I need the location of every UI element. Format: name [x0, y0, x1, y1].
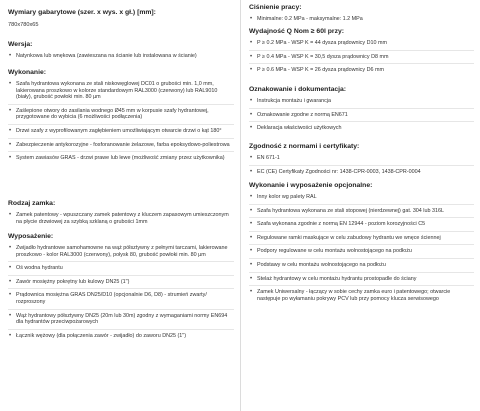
options-heading: Wykonanie i wyposażenie opcjonalne:	[249, 182, 373, 189]
docs-section	[249, 86, 474, 138]
options-list	[249, 194, 474, 305]
list-item: • EN 671-1	[249, 155, 474, 166]
list-item: • Podpory regulowane w celu montażu wolnostojącego na podłożu	[249, 248, 474, 259]
column-divider	[240, 0, 241, 411]
design-section	[8, 69, 234, 168]
equipment-section	[8, 233, 234, 345]
list-item: • Natynkowa lub wnękowa (zawieszana na ścianie lub instalowana w ścianie)	[8, 53, 234, 63]
list-item: • Oznakowanie zgodne z normą EN671	[249, 112, 474, 123]
norms-list	[249, 155, 474, 178]
list-item: • Zamek patentowy - wpuszczany zamek patentowy z kluczem zapasowym umieszczonym na płycie drzwiowej za szybką szklaną o grubości 1mm	[8, 212, 234, 228]
version-list	[8, 53, 234, 63]
efficiency-list	[249, 40, 474, 77]
list-item: • EC (CE) Certyfikaty Zgodności nr: 1438-CPR-0003, 1438-CPR-0004	[249, 169, 474, 179]
version-heading: Wersja:	[8, 41, 33, 48]
list-item: • Inny kolor wg palety RAL	[249, 194, 474, 205]
version-section	[8, 41, 234, 66]
list-item: • Minimalne: 0.2 MPa - maksymalne: 1.2 MPa	[249, 16, 474, 26]
list-item: • System zawiasów GRAS - drzwi prawe lub lewe (możliwość zmiany przez użytkownika)	[8, 155, 234, 165]
dimensions-heading: Wymiary gabarytowe (szer. x wys. x gł.) [mm]:	[8, 9, 156, 16]
list-item: • Szafa hydrantowa wykonana ze stali stopowej (nierdzewnej) gat. 304 lub 316L	[249, 208, 474, 219]
list-item: • Instrukcja montażu i gwarancja	[249, 98, 474, 109]
list-item: • Oś wodna hydrantu	[8, 265, 234, 276]
list-item: • Stelaż hydrantowy w celu montażu hydrantu prostopadle do ściany	[249, 276, 474, 287]
list-item: • Podstawy w celu montażu wolnostojącego na podłożu	[249, 262, 474, 273]
efficiency-section	[249, 28, 474, 80]
list-item: • Szafa wykonana zgodnie z normą EN 12944 - poziom korozyjności C5	[249, 221, 474, 232]
equipment-heading: Wyposażenie:	[8, 233, 54, 240]
list-item: • Zaślepione otwory do zasilania wodnego Ø45 mm w korpusie szafy hydrantowej, przygotowane do wybicia (6 możliwości podłączenia)	[8, 108, 234, 125]
pressure-heading: Ciśnienie pracy:	[249, 4, 302, 11]
list-item: • Zamek Uniwersalny - łączący w sobie cechy zamka euro i patentowego; otwarcie następuje po wyłamaniu pokrywy PCV lub przy pomocy klucza serwisowego	[249, 289, 474, 305]
list-item: • Szafa hydrantowa wykonana ze stali niskowęglowej DC01 o grubości min. 1,0 mm, lakierowana proszkowo w kolorze standardowym RAL3000 (czerwony) lub RAL9010 (biały), grubość powłoki min. 80 µm	[8, 81, 234, 105]
list-item: • Zabezpieczenie antykorozyjne - fosforanowanie żelazowe, farba epoksydowo-poliestrowa	[8, 142, 234, 153]
equipment-list	[8, 245, 234, 342]
dimensions-value: 780x780x65	[8, 22, 39, 28]
pressure-list	[249, 16, 474, 26]
options-section	[249, 182, 474, 308]
efficiency-heading: Wydajność Q Nom ≥ 60l przy:	[249, 28, 345, 35]
list-item: • Regulowane ramki maskujące w celu zabudowy hydrantu we wnęce ściennej	[249, 235, 474, 246]
list-item: • Zwijadło hydrantowe samohamowne na wąż półsztywny z pełnymi tarczami, lakierowane proszkowo - kolor RAL3000 (czerwony), połysk 80, grubość powłoki min. 80 µm	[8, 245, 234, 262]
docs-heading: Oznakowanie i dokumentacja:	[249, 86, 347, 93]
list-item: • Łącznik wężowy (dla połączenia zawór - zwijadło) do zaworu DN25 (1")	[8, 333, 234, 343]
list-item: • Wąż hydrantowy półsztywny DN25 (20m lub 30m) zgodny z wymaganiami normy EN694 dla hydrantów przeciwpożarowych	[8, 313, 234, 330]
dimensions-section	[8, 9, 234, 29]
list-item: • Drzwi szafy z wyprofilowanym zagłębieniem umożliwiającym otwarcie drzwi o kąt 180°	[8, 128, 234, 139]
list-item: • Prądownica mosiężna GRAS DN25/D10 (opcjonalnie D6, D8) - strumień zwarty/ rozproszony	[8, 292, 234, 309]
list-item: • P ≥ 0.2 MPa - WSP K = 44 dysza prądownicy D10 mm	[249, 40, 474, 51]
norms-heading: Zgodność z normami i certyfikaty:	[249, 143, 360, 150]
lock-heading: Rodzaj zamka:	[8, 200, 56, 207]
list-item: • P ≥ 0.6 MPa - WSP K = 26 dysza prądownicy D6 mm	[249, 67, 474, 77]
pressure-section	[249, 4, 474, 29]
lock-list	[8, 212, 234, 228]
list-item: • Deklaracja właściwości użytkowych	[249, 125, 474, 135]
norms-section	[249, 143, 474, 181]
list-item: • Zawór mosiężny pokrętny lub kulowy DN25 (1")	[8, 279, 234, 290]
docs-list	[249, 98, 474, 135]
design-heading: Wykonanie:	[8, 69, 47, 76]
lock-section	[8, 200, 234, 231]
list-item: • P ≥ 0.4 MPa - WSP K = 30,5 dysza prądownicy D8 mm	[249, 54, 474, 65]
design-list	[8, 81, 234, 165]
